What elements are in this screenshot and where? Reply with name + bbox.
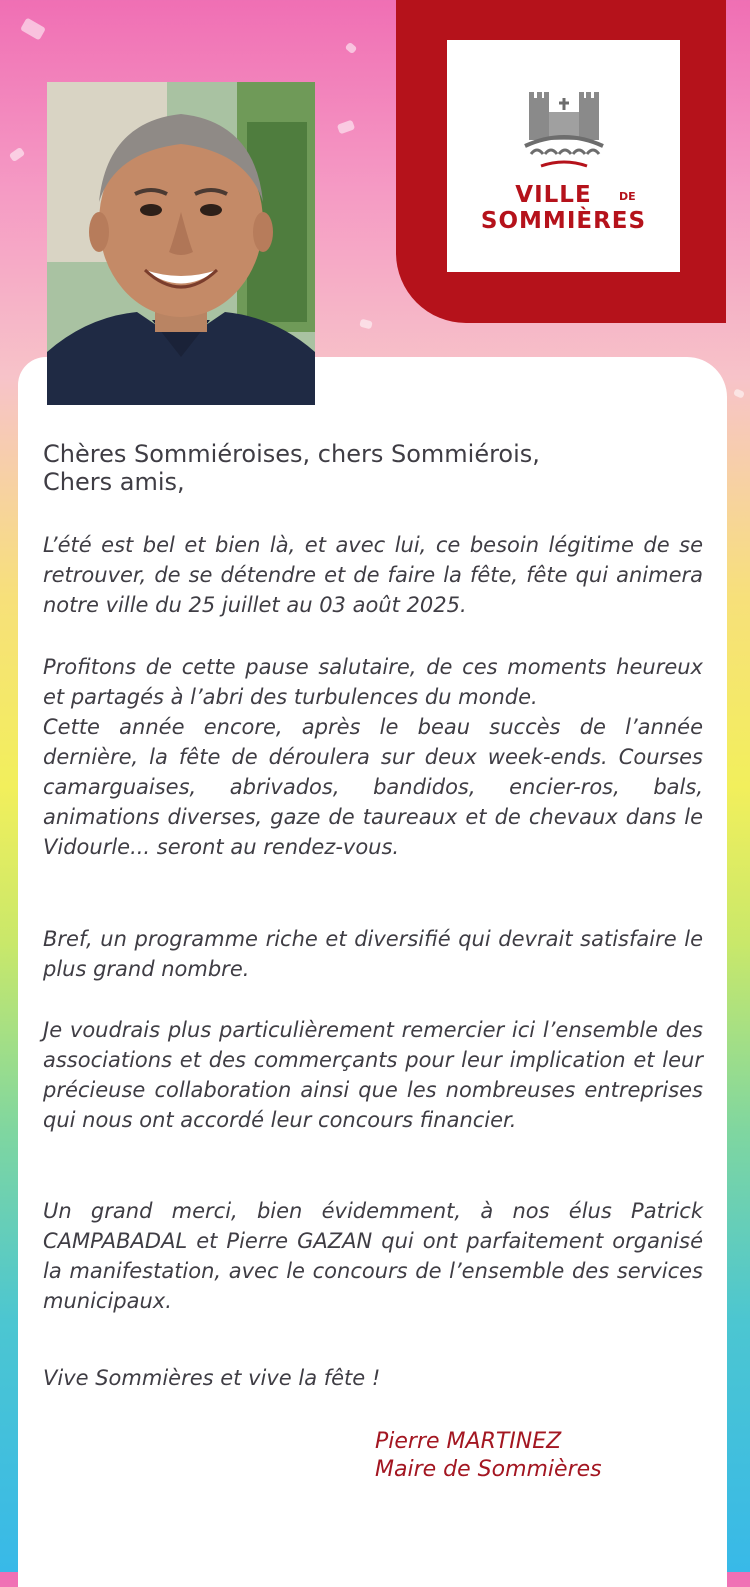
signature-name: Pierre MARTINEZ <box>375 1429 562 1454</box>
closing-line: Vive Sommières et vive la fête ! <box>43 1366 381 1390</box>
logo-line-de: DE <box>619 190 636 203</box>
paragraph: Un grand merci, bien évidemment, à nos élus Patrick CAMPABADAL et Pierre GAZAN qui ont parfaitement organisé la manifestation, avec le concours de l’ensemble des services municipaux. <box>43 1199 703 1313</box>
signature <box>375 1428 602 1484</box>
logo-line-ville: VILLE <box>515 182 592 208</box>
paragraph: Bref, un programme riche et diversifié qui devrait satisfaire le plus grand nombre. <box>43 927 703 981</box>
signature-title: Maire de Sommières <box>375 1457 602 1482</box>
greeting-line-2: Chers amis, <box>43 468 185 496</box>
city-logo <box>447 40 680 272</box>
confetti-decoration <box>345 42 358 55</box>
confetti-decoration <box>359 319 373 330</box>
mayor-portrait <box>47 82 315 405</box>
greeting <box>43 440 703 496</box>
greeting-line-1: Chères Sommiéroises, chers Sommiérois, <box>43 440 540 468</box>
paragraph: L’été est bel et bien là, et avec lui, ce besoin légitime de se retrouver, de se détendre et de faire la fête, fête qui animera notre ville du 25 juillet au 03 août 2025. <box>43 533 703 617</box>
castle-bridge-icon <box>521 88 607 174</box>
paragraph: Je voudrais plus particulièrement remercier ici l’ensemble des associations et des commerçants pour leur implication et leur précieuse collaboration ainsi que les nombreuses entreprises qui nous ont accordé leur concours financier. <box>43 1018 703 1132</box>
paragraph-part: Profitons de cette pause salutaire, de ces moments heureux et partagés à l’abri des turbulences du monde. <box>43 655 703 709</box>
paragraph <box>43 652 703 862</box>
logo-line-sommieres: SOMMIÈRES <box>480 208 647 234</box>
confetti-decoration <box>337 120 355 135</box>
confetti-decoration <box>9 147 26 162</box>
paragraph-part: Cette année encore, après le beau succès de l’année dernière, la fête de déroulera sur deux week-ends. Courses camarguaises, abrivados, bandidos, encier-ros, bals, animations diverses, gaze de taureaux et de chevaux dans le Vidourle... seront au rendez-vous. <box>43 715 703 859</box>
confetti-decoration <box>733 388 745 399</box>
confetti-decoration <box>20 17 46 40</box>
